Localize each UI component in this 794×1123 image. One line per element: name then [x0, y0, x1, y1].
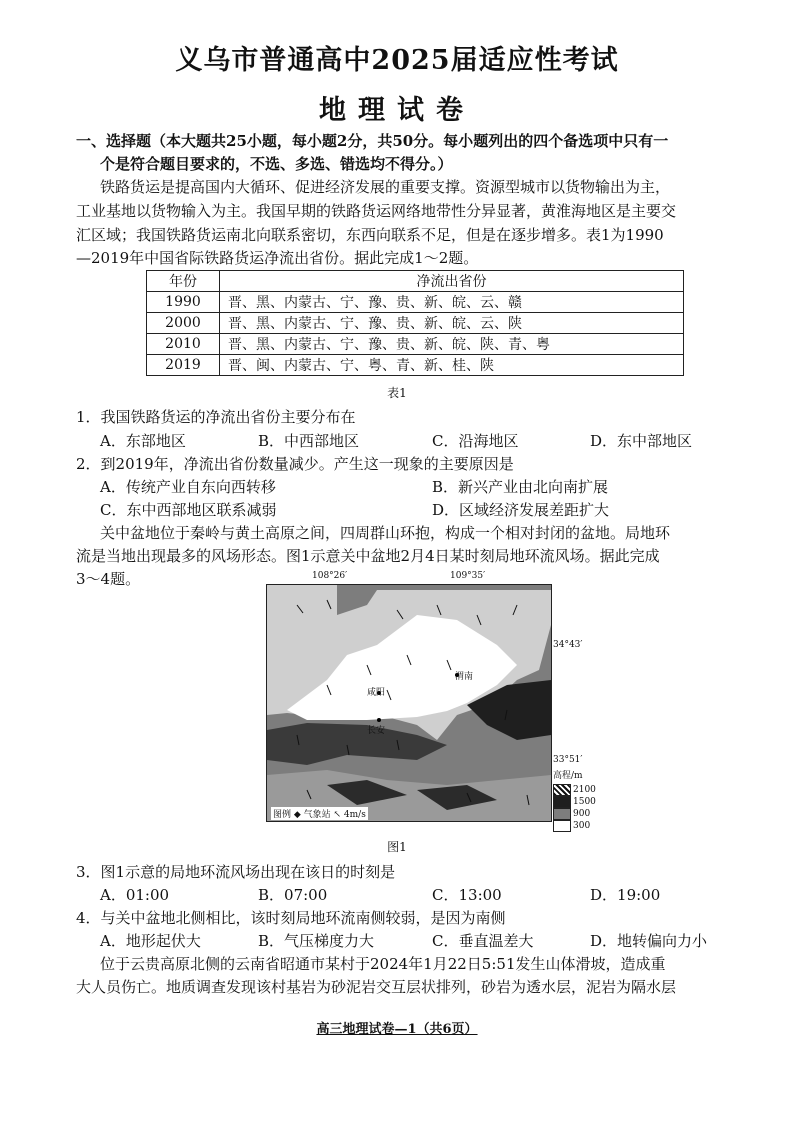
q3-stem: 3．图1示意的局地环流风场出现在该日的时刻是 — [76, 863, 396, 881]
intro1-line: 铁路货运是提高国内大循环、促进经济发展的重要支撑。资源型城市以货物输出为主， — [100, 178, 671, 196]
q2-option-d: D．区域经济发展差距扩大 — [432, 501, 610, 519]
table-cell-year: 1990 — [147, 292, 220, 313]
city-changan: 长安 — [367, 726, 386, 736]
province-table — [146, 270, 684, 376]
map-lat-top: 34°43′ — [553, 640, 583, 650]
legend-swatch — [553, 796, 571, 808]
map-lon-left: 108°26′ — [312, 571, 348, 581]
city-xianyang: 咸阳 — [367, 688, 386, 698]
q2-option-a: A．传统产业自东向西转移 — [100, 478, 276, 496]
table-cell-provinces: 晋、黑、内蒙古、宁、豫、贵、新、皖、云、赣 — [220, 292, 684, 313]
table-header-year: 年份 — [147, 271, 220, 292]
legend-swatch — [553, 808, 571, 820]
intro2-line: 流是当地出现最多的风场形态。图1示意关中盆地2月4日某时刻局地环流风场。据此完成 — [76, 547, 660, 565]
figure-caption: 图1 — [387, 840, 407, 854]
q3-option-a: A．01:00 — [100, 886, 170, 904]
city-weinan: 渭南 — [455, 672, 474, 682]
legend-title: 高程/m — [553, 771, 583, 781]
q1-option-d: D．东中部地区 — [590, 432, 693, 450]
q4-option-b: B．气压梯度力大 — [258, 932, 375, 950]
table-row — [147, 292, 684, 313]
intro2-line: 3～4题。 — [76, 570, 141, 588]
legend-value: 2100 — [573, 785, 596, 795]
q1-option-c: C．沿海地区 — [432, 432, 519, 450]
wind-field-map — [266, 584, 552, 822]
q3-option-c: C．13:00 — [432, 886, 502, 904]
q2-stem: 2．到2019年，净流出省份数量减少。产生这一现象的主要原因是 — [76, 455, 514, 473]
q2-option-b: B．新兴产业由北向南扩展 — [432, 478, 609, 496]
q4-option-c: C．垂直温差大 — [432, 932, 534, 950]
q3-option-d: D．19:00 — [590, 886, 661, 904]
q2-option-c: C．东中西部地区联系减弱 — [100, 501, 277, 519]
intro1-line: —2019年中国省际铁路货运净流出省份。据此完成1～2题。 — [76, 249, 479, 267]
table-cell-year: 2000 — [147, 313, 220, 334]
table-cell-year: 2019 — [147, 355, 220, 376]
legend-swatch — [553, 784, 571, 796]
page-footer: 高三地理试卷—1（共6页） — [316, 1022, 478, 1037]
q4-option-d: D．地转偏向力小 — [590, 932, 708, 950]
table-row — [147, 355, 684, 376]
map-lon-right: 109°35′ — [450, 571, 486, 581]
table-cell-provinces: 晋、黑、内蒙古、宁、豫、贵、新、皖、云、陕 — [220, 313, 684, 334]
intro2-line: 关中盆地位于秦岭与黄土高原之间，四周群山环抱，构成一个相对封闭的盆地。局地环 — [100, 524, 671, 542]
table-cell-year: 2010 — [147, 334, 220, 355]
legend-value: 300 — [573, 821, 591, 831]
map-legend-note: 图例 ◆ 气象站 ↖ 4m/s — [271, 807, 368, 820]
section-heading-2: 个是符合题目要求的，不选、多选、错选均不得分。） — [100, 155, 453, 173]
exam-title: 义乌市普通高中2025届适应性考试 — [175, 45, 619, 76]
q1-option-a: A．东部地区 — [100, 432, 186, 450]
intro3-line: 大人员伤亡。地质调查发现该村基岩为砂泥岩交互层状排列，砂岩为透水层，泥岩为隔水层 — [76, 978, 677, 996]
q1-stem: 1．我国铁路货运的净流出省份主要分布在 — [76, 408, 356, 426]
table-cell-provinces: 晋、闽、内蒙古、宁、粤、青、新、桂、陕 — [220, 355, 684, 376]
q4-option-a: A．地形起伏大 — [100, 932, 201, 950]
table-row — [147, 334, 684, 355]
section-heading: 一、选择题（本大题共25小题，每小题2分，共50分。每小题列出的四个备选项中只有一 — [76, 132, 669, 150]
legend-value: 1500 — [573, 797, 596, 807]
table-row — [147, 313, 684, 334]
table-header-provinces: 净流出省份 — [220, 271, 684, 292]
subject-title: 地理试卷 — [319, 95, 475, 126]
table-cell-provinces: 晋、黑、内蒙古、宁、豫、贵、新、皖、陕、青、粤 — [220, 334, 684, 355]
intro3-line: 位于云贵高原北侧的云南省昭通市某村于2024年1月22日5:51发生山体滑坡，造成重 — [100, 955, 666, 973]
terrain-map-svg — [267, 585, 551, 821]
q3-option-b: B．07:00 — [258, 886, 328, 904]
q1-option-b: B．中西部地区 — [258, 432, 360, 450]
q4-stem: 4．与关中盆地北侧相比，该时刻局地环流南侧较弱，是因为南侧 — [76, 909, 506, 927]
legend-swatch — [553, 820, 571, 832]
intro1-line: 汇区域；我国铁路货运南北向联系密切，东西向联系不足，但是在逐步增多。表1为1990 — [76, 226, 664, 244]
intro1-line: 工业基地以货物输入为主。我国早期的铁路货运网络地带性分异显著，黄淮海地区是主要交 — [76, 202, 677, 220]
legend-value: 900 — [573, 809, 591, 819]
table-caption: 表1 — [387, 386, 407, 400]
map-lat-bottom: 33°51′ — [553, 755, 583, 765]
